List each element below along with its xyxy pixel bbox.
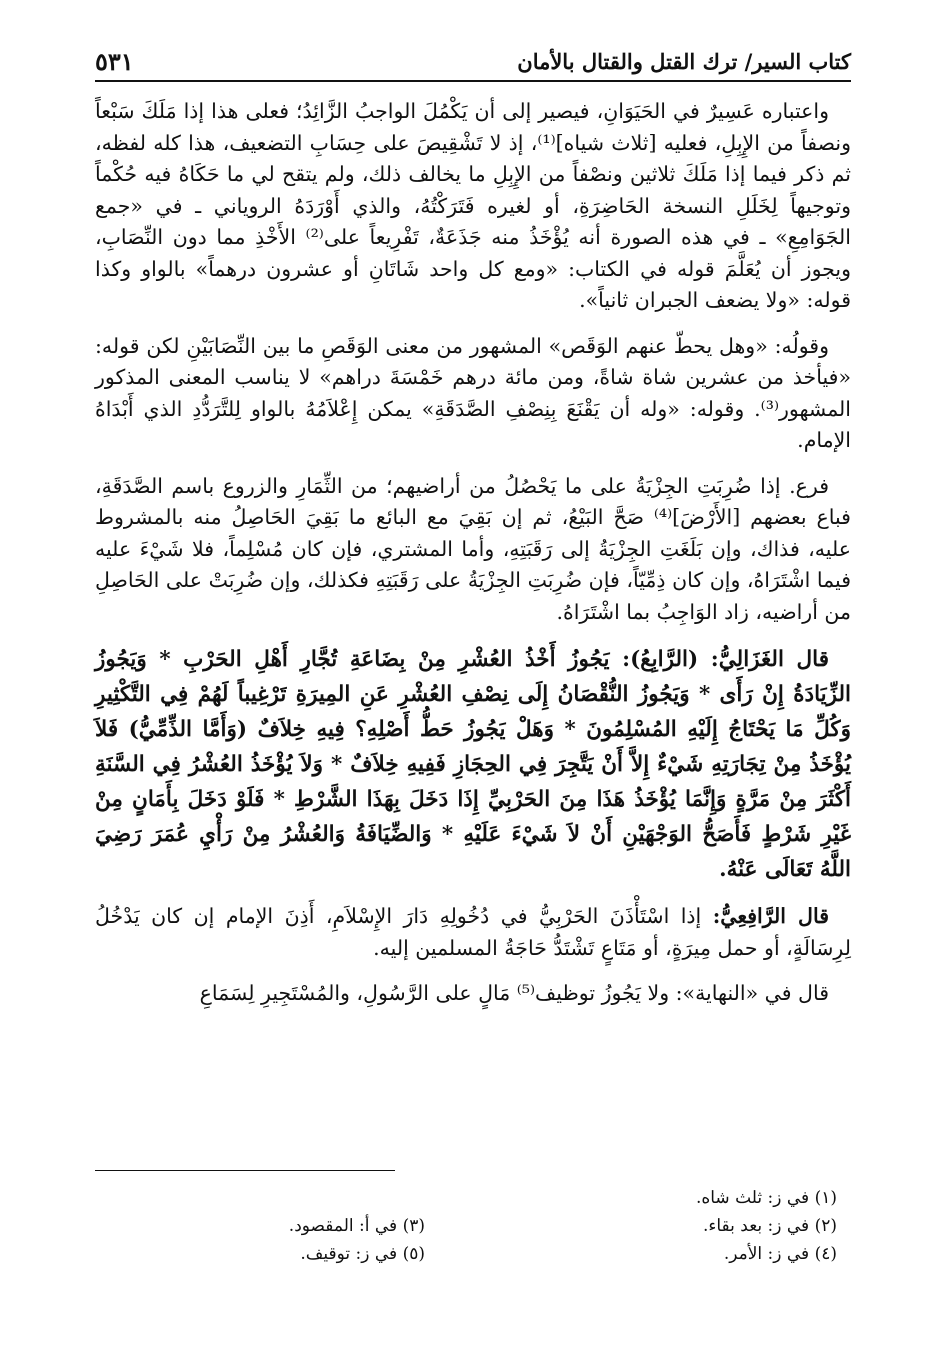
paragraph-5-rafii [95,901,851,964]
footnote-2: (٢) في ز: بعد بقاء. [702,1216,837,1236]
running-title: كتاب السير/ ترك القتل والقتال بالأمان [517,49,851,74]
page-header [95,36,851,82]
paragraph-text: قال الغَزَالِيُّ: (الرَّابِعُ): يَجُوزُ أَخْذُ العُشْرِ مِنْ بِضَاعَةِ تُجَّارِ أَهْلِ الحَرْبِ * وَيَجُوزُ الزِّيَادَةُ إِنْ رَأَى * وَيَجُوزُ النُّقْصَانُ إِلَى نِصْفِ العُشْرِ عَنِ المِيرَةِ تَرْغِيباً لَهُمْ فِي التَّكْثِيرِ وَكُلِّ مَا يَحْتَاجُ إِلَيْهِ المُسْلِمُونَ * وَهَلْ يَجُوزُ حَطُّ أَصْلِهِ؟ فِيهِ خِلاَفٌ (وَأَمَّا الذِّمِّيُّ) فَلاَ يُؤْخَذُ مِنْ تِجَارَتِهِ شَيْءٌ إِلاَّ أَنْ يَتَّجِرَ فِي الحِجَازِ فَفِيهِ خِلاَفٌ * وَلاَ يُؤْخَذُ العُشْرُ فِي السَّنَةِ أَكْثَرَ مِنْ مَرَّةٍ وَإِنَّمَا يُؤْخَذُ هَذَا مِنَ الحَرْبِيِّ إِذَا دَخَلَ بِهَذَا الشَّرْطِ * فَلَوْ دَخَلَ بِأَمَانٍ مِنْ غَيْرِ شَرْطٍ فَأَصَحُّ الوَجْهَيْنِ أَنْ لاَ شَيْءَ عَلَيْهِ * وَالضِّيَافَةُ وَالعُشْرُ مِنْ رَأْيِ عُمَرَ رَضِيَ اللَّهُ تَعَالَى عَنْهُ. [95,647,851,882]
main-text [95,96,851,1024]
paragraph-text: قال في «النهاية»: ولا يَجُوزُ توظيف⁽⁵⁾ مَالٍ على الرَّسُولِ، والمُسْتَجِيرِ لِسَمَاعِ [199,981,829,1005]
footnote-separator [95,1170,395,1171]
footnote-3: (٣) في أ: المقصود. [288,1216,425,1236]
paragraph-4-ghazali-matn [95,642,851,887]
paragraph-3-fara [95,471,851,629]
footnote-4: (٤) في ز: الأمر. [723,1244,837,1264]
footnotes-column-right [457,1184,851,1268]
paragraph-lead: قال الرَّافِعِيُّ: [712,904,829,928]
footnotes [95,1184,851,1268]
paragraph-6 [95,978,851,1010]
paragraph-1 [95,96,851,317]
footnotes-column-left [95,1184,425,1268]
page-number: ٥٣١ [95,47,134,76]
paragraph-text: وقولُه: «وهل يحطّ عنهم الوَقَص» المشهور من معنى الوَقَصِ ما بين النِّصَابَيْنِ لكن قوله: «فيأخذ من عشرين شاة شاةً، ومن مائة درهم خَمْسَةَ دراهم» لا يناسب المعنى المذكور المشهور⁽³⁾. وقوله: «وله أن يَقْنَعَ بِنِصْفِ الصَّدَقَةِ» يمكن إِعْلاَمُهُ بالواو لِلتَّرَدُّدِ الذي أَبْدَاهُ الإمام. [95,333,851,452]
paragraph-text: إذا اسْتَأْذَنَ الحَرْبِيُّ في دُخُولِهِ دَارَ الإِسْلاَمِ، أَذِنَ الإمام إن كان يَدْخُلُ لِرِسَالَةٍ، أو حمل مِيرَةٍ، أو مَتَاعٍ تَشْتَدُّ حَاجَةُ المسلمين إليه. [95,904,851,960]
footnote-5: (٥) في ز: توقيف. [300,1244,425,1264]
paragraph-text: فرع. إذا ضُرِبَتِ الجِزْيَةُ على ما يَحْصُلُ من أراضيهم؛ من الثِّمَارِ والزروع باسم الصَّدَقَةِ، فباع بعضهم [الأَرْضَ]⁽⁴⁾ صَحَّ البَيْعُ، ثم إن بَقِيَ مع البائع ما بَقِيَ الحَاصِلُ منه بالمشروط عليه، فذاك، وإن بَلَغَتِ الجِزْيَةُ إلى رَقَبَتِهِ، وأما المشتري، فإن كان مُسْلِماً، فلا شَيْءَ عليه فيما اشْتَرَاهُ، وإن كان ذِمِّيّاً، فإن ضُرِبَتِ الجِزْيَةُ على رَقَبَتِهِ فكذلك، وإن ضُرِبَتْ على الحَاصِلِ من أراضيه، زاد الوَاجِبُ بما اشْتَرَاهُ. [95,473,851,624]
paragraph-2 [95,331,851,457]
footnote-1: (١) في ز: ثلث شاه. [695,1188,837,1208]
paragraph-text: واعتباره عَسِيرٌ في الحَيَوَانِ، فيصير إلى أن يَكْمُلَ الواجبُ الزَّائِدُ؛ فعلى هذا إذا مَلَكَ سَبْعاً ونصفاً من الإِبِلِ، فعليه [ثلاث شياه]⁽¹⁾، إذ لا تَشْقِيصَ على حِسَابِ التضعيف، هذا كله لفظه، ثم ذكر فيما إذا مَلَكَ ثلاثين ونصْفاً من الإِبِلِ ما يخالف ذلك، ولم يتقح لي ما حَكَاهُ فيه حُكْماً وتوجيهاً لِخَلَلِ النسخة الحَاضِرَةِ، أو لغيره فَتَرَكْتُهُ، والذي أَوْرَدَهُ الروياني ـ في «جمع الجَوَامِعِ» ـ في هذه الصورة أنه يُؤْخَذُ منه جَذَعَةٌ، تَفْرِيعاً على⁽²⁾ الأَخْذِ مما دون النِّصَابِ، ويجوز أن يُعَلَّمَ قوله في الكتاب: «ومع كل واحد شَاتَانِ أو عشرون درهماً» بالواو وكذا قوله: «ولا يضعف الجبران ثانياً». [95,99,852,312]
